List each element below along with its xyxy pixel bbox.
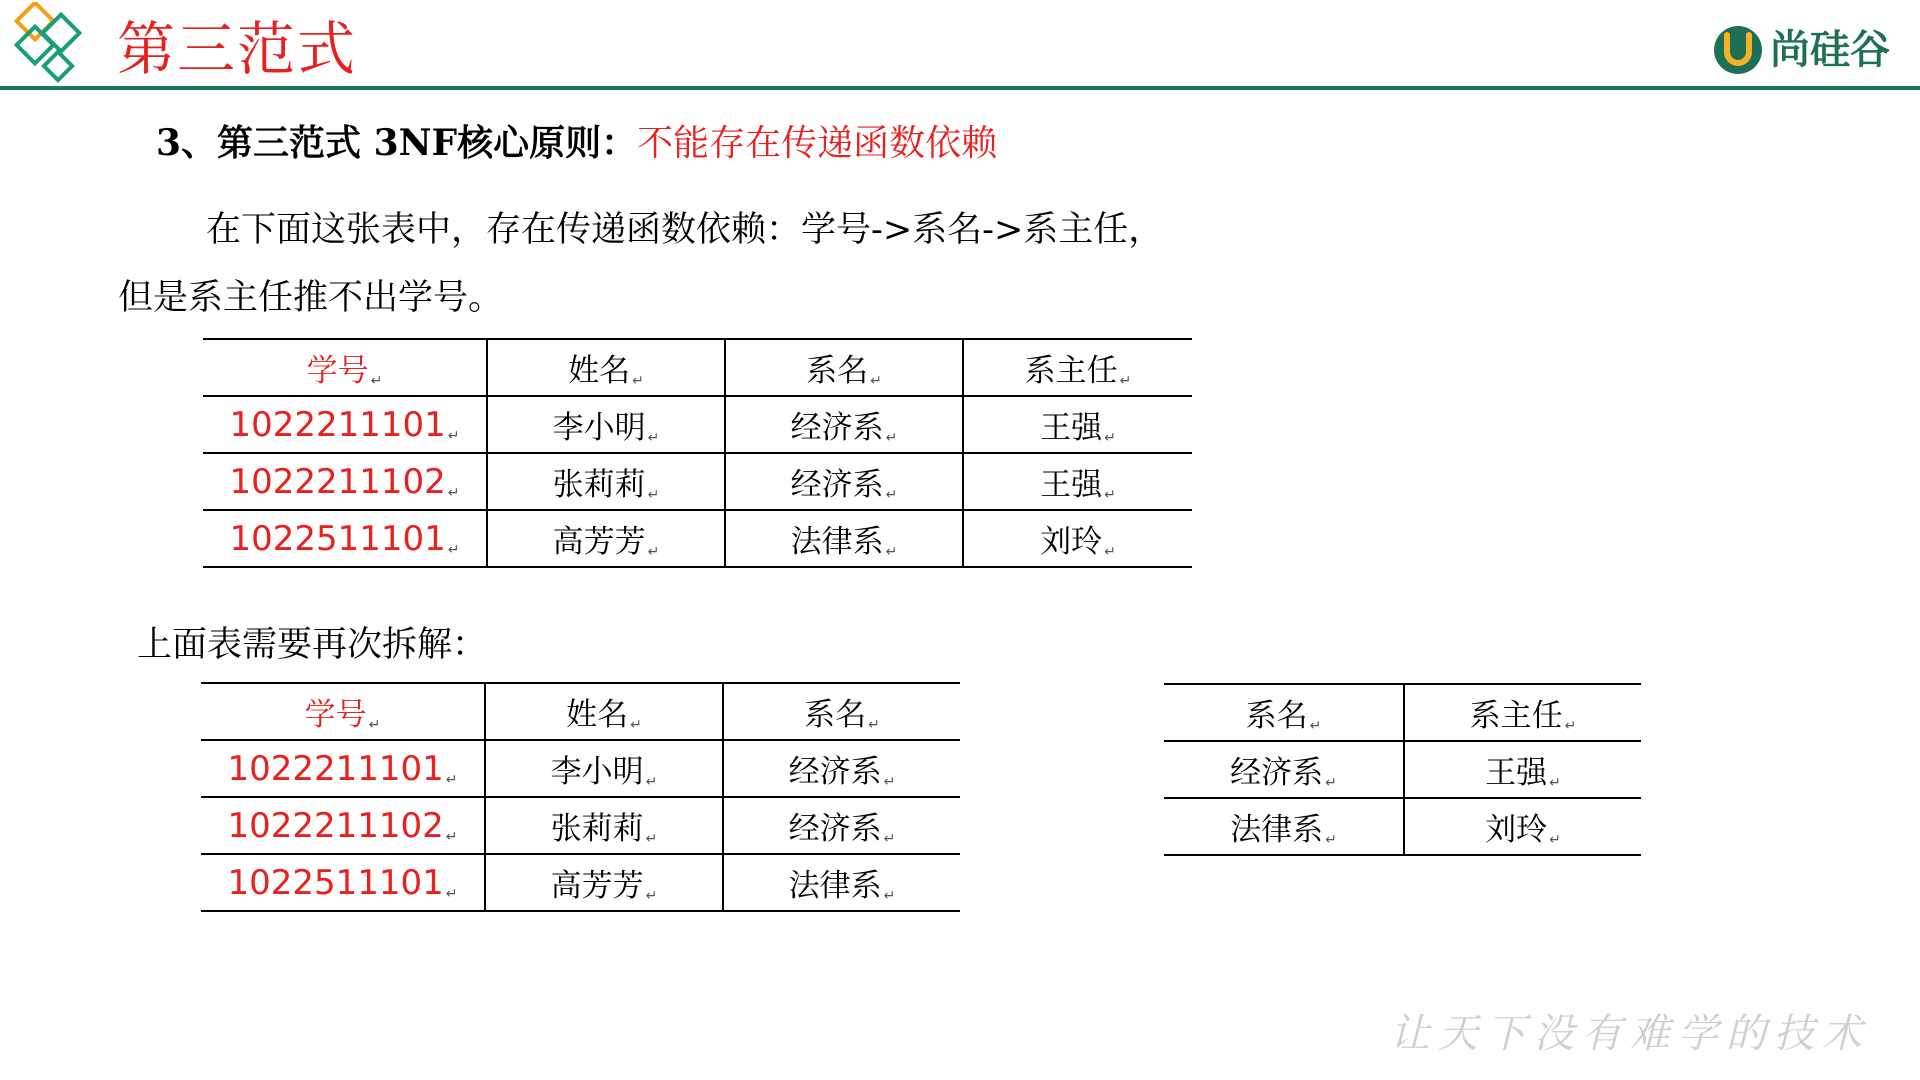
table-cell: 1022511101 ↵ <box>203 510 487 567</box>
header-cell: 系名 ↵ <box>725 339 963 396</box>
table-cell: 经济系 ↵ <box>723 740 960 797</box>
table-cell: 1022211101 ↵ <box>203 396 487 453</box>
description-paragraph <box>118 196 1268 332</box>
table-row <box>1164 741 1641 798</box>
principle-highlight: 不能存在传递函数依赖 <box>637 123 998 164</box>
header-cell: 系名 ↵ <box>723 683 960 740</box>
brand-logo <box>1712 22 1890 78</box>
table-cell: 1022211102 ↵ <box>203 453 487 510</box>
header-cell: 系主任 ↵ <box>963 339 1192 396</box>
table-cell: 刘玲 ↵ <box>963 510 1192 567</box>
table-header-row <box>1164 684 1641 741</box>
header-cell: 系名 ↵ <box>1164 684 1404 741</box>
footer-slogan: 让天下没有难学的技术 <box>1390 1011 1870 1057</box>
table-cell: 张莉莉 ↵ <box>487 453 725 510</box>
table-cell: 1022211101 ↵ <box>201 740 485 797</box>
table-row <box>203 510 1192 567</box>
decompose-label: 上面表需要再次拆解： <box>137 625 488 665</box>
table-departments <box>1164 683 1641 856</box>
table-cell: 法律系 ↵ <box>725 510 963 567</box>
table-row <box>201 797 960 854</box>
table-header-row <box>203 339 1192 396</box>
table-students <box>201 682 960 912</box>
table-cell: 经济系 ↵ <box>725 453 963 510</box>
table-row <box>203 453 1192 510</box>
header-cell: 学号 ↵ <box>201 683 485 740</box>
header-divider <box>0 86 1920 90</box>
principle-prefix: 3、第三范式 3NF核心原则： <box>156 122 638 164</box>
table-cell: 经济系 ↵ <box>1164 741 1404 798</box>
brand-name: 尚硅谷 <box>1770 27 1890 73</box>
table-cell: 法律系 ↵ <box>1164 798 1404 855</box>
header-cell: 学号 ↵ <box>203 339 487 396</box>
table-cell: 王强 ↵ <box>963 396 1192 453</box>
table-cell: 高芳芳 ↵ <box>485 854 723 911</box>
table-row <box>201 854 960 911</box>
table-cell: 法律系 ↵ <box>723 854 960 911</box>
table-cell: 1022211102 ↵ <box>201 797 485 854</box>
header-cell: 姓名 ↵ <box>485 683 723 740</box>
header-cell: 系主任 ↵ <box>1404 684 1641 741</box>
table-cell: 1022511101 ↵ <box>201 854 485 911</box>
table-cell: 刘玲 ↵ <box>1404 798 1641 855</box>
principle-statement <box>156 118 997 169</box>
table-cell: 经济系 ↵ <box>723 797 960 854</box>
table-cell: 王强 ↵ <box>963 453 1192 510</box>
page-title: 第三范式 <box>117 15 358 83</box>
table-row <box>201 740 960 797</box>
table-cell: 李小明 ↵ <box>485 740 723 797</box>
table-cell: 高芳芳 ↵ <box>487 510 725 567</box>
diamond-lattice-icon <box>8 2 104 88</box>
table-cell: 经济系 ↵ <box>725 396 963 453</box>
table-cell: 张莉莉 ↵ <box>485 797 723 854</box>
brand-u-icon <box>1712 24 1764 76</box>
description-line-2: 但是系主任推不出学号。 <box>118 278 504 318</box>
table-original <box>203 338 1192 568</box>
description-line-1: 在下面这张表中，存在传递函数依赖：学号->系名->系主任， <box>206 210 1164 250</box>
table-row <box>203 396 1192 453</box>
header-cell: 姓名 ↵ <box>487 339 725 396</box>
table-row <box>1164 798 1641 855</box>
table-header-row <box>201 683 960 740</box>
table-cell: 王强 ↵ <box>1404 741 1641 798</box>
table-cell: 李小明 ↵ <box>487 396 725 453</box>
